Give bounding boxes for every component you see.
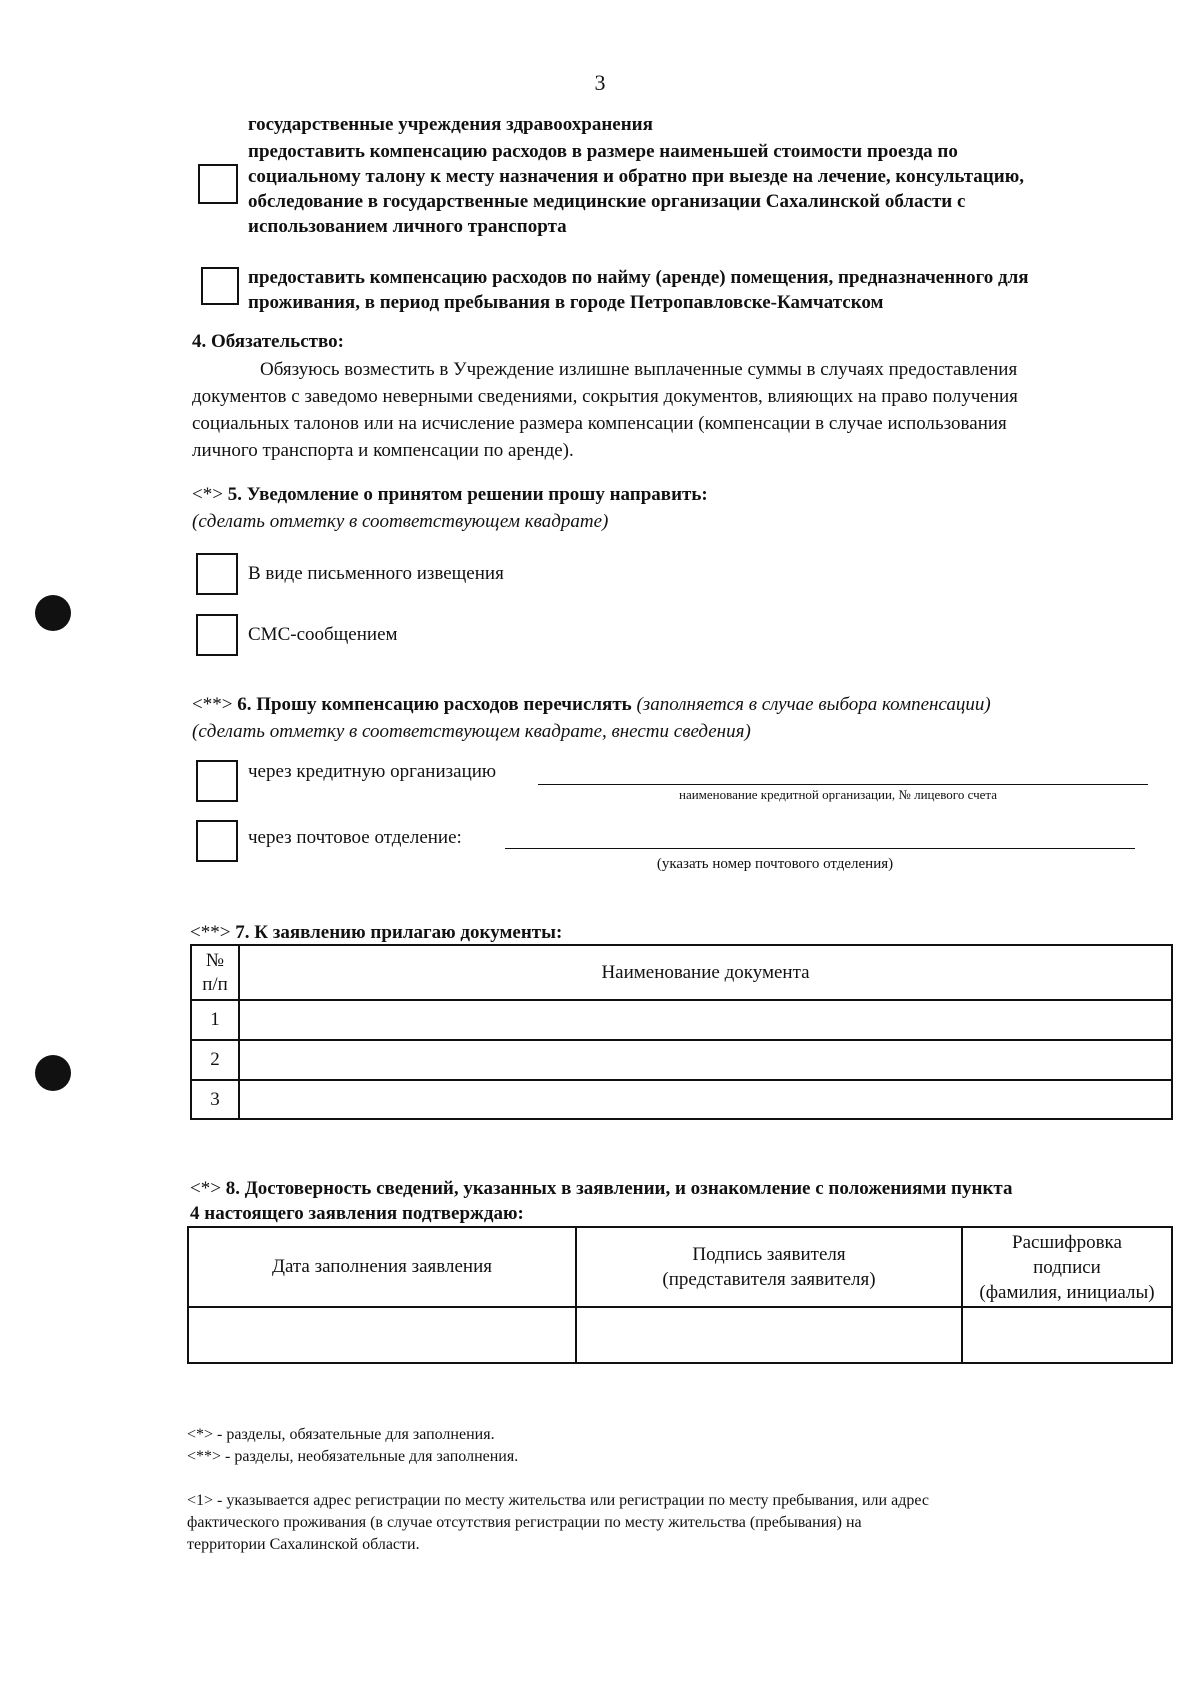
table-row: [188, 1307, 1172, 1363]
column-header-document-name: Наименование документа: [239, 945, 1172, 1000]
option-fuel-line: использованием личного транспорта: [248, 216, 567, 237]
section-4-line: личного транспорта и компенсации по аренде).: [192, 440, 574, 461]
column-header-decoding: [962, 1227, 1172, 1307]
section-4-line: документов с заведомо неверными сведениями, сокрытия документов, влияющих на право получения: [192, 386, 1018, 407]
option-fuel-line: обследование в государственные медицинские организации Сахалинской области с: [248, 191, 966, 212]
column-header-number-line: №: [205, 949, 225, 971]
section-4-line: Обязуюсь возместить в Учреждение излишне выплаченные суммы в случаях предоставления: [260, 359, 1018, 380]
section-5-heading: [192, 482, 708, 508]
footnote-address-line: фактического проживания (в случае отсутствия регистрации по месту жительства (пребывания) на: [187, 1514, 862, 1531]
option-fuel-compensation: [248, 139, 1024, 239]
decoding-cell[interactable]: [962, 1307, 1172, 1363]
section-8-heading: [190, 1176, 1170, 1226]
footnote-optional: <**> - разделы, необязательные для заполнения.: [187, 1448, 519, 1465]
column-header-signature-line: Подпись заявителя: [692, 1244, 846, 1265]
option-rent-line: проживания, в период пребывания в городе Петропавловске-Камчатском: [248, 292, 884, 313]
checkbox-written-notice[interactable]: [196, 553, 238, 595]
required-marker: <*>: [192, 484, 223, 505]
column-header-decoding-line: подписи: [1033, 1256, 1101, 1278]
bank-details-field[interactable]: [538, 760, 1148, 785]
section-6-hint: (сделать отметку в соответствующем квадрате, внести сведения): [192, 721, 751, 742]
post-office-caption: (указать номер почтового отделения): [656, 856, 894, 872]
column-header-number: [191, 945, 239, 1000]
page-number: 3: [594, 70, 606, 95]
column-header-signature-line: (представителя заявителя): [662, 1269, 876, 1290]
post-office-field[interactable]: [505, 826, 1135, 849]
option-post-office: через почтовое отделение:: [248, 827, 462, 848]
punch-hole-mark: [35, 595, 71, 631]
section-5-hint: (сделать отметку в соответствующем квадрате): [192, 511, 609, 532]
table-row: [191, 1040, 1172, 1080]
date-cell[interactable]: [188, 1307, 576, 1363]
row-number: 1: [191, 1000, 239, 1040]
section-5-title: 5. Уведомление о принятом решении прошу направить:: [227, 484, 708, 505]
option-written-notice: В виде письменного извещения: [248, 563, 504, 584]
document-name-cell[interactable]: [239, 1080, 1172, 1119]
section-6-heading: [192, 692, 991, 718]
footnote-address-line: территории Сахалинской области.: [187, 1536, 420, 1553]
signature-cell[interactable]: [576, 1307, 962, 1363]
section-8-title-line-1: [190, 1176, 1170, 1201]
column-header-decoding-line: (фамилия, инициалы): [979, 1281, 1155, 1303]
checkbox-rent-compensation[interactable]: [201, 267, 239, 305]
footnote-required: <*> - разделы, обязательные для заполнения.: [187, 1426, 495, 1443]
table-row: [191, 1080, 1172, 1119]
column-header-number-line: п/п: [202, 973, 228, 995]
column-header-signature: [576, 1227, 962, 1307]
bank-details-caption: наименование кредитной организации, № лицевого счета: [679, 787, 997, 802]
table-header-row: [188, 1227, 1172, 1307]
text-line-health-institutions: государственные учреждения здравоохранения: [248, 114, 653, 135]
footnote-address: [187, 1490, 1167, 1556]
section-6-title: 6. Прошу компенсацию расходов перечислять: [237, 694, 632, 715]
row-number: 3: [191, 1080, 239, 1119]
option-fuel-line: социальному талону к месту назначения и обратно при выезде на лечение, консультацию,: [248, 166, 1024, 187]
section-4-title: 4. Обязательство:: [192, 331, 344, 352]
option-rent-line: предоставить компенсацию расходов по найму (аренде) помещения, предназначенного для: [248, 267, 1029, 288]
section-8-title-text: 8. Достоверность сведений, указанных в заявлении, и ознакомление с положениями пункта: [225, 1178, 1013, 1199]
option-fuel-line: предоставить компенсацию расходов в размере наименьшей стоимости проезда по: [248, 141, 958, 162]
document-name-cell[interactable]: [239, 1040, 1172, 1080]
checkbox-fuel-compensation[interactable]: [198, 164, 238, 204]
optional-marker: <**>: [192, 694, 233, 715]
column-header-date: Дата заполнения заявления: [188, 1227, 576, 1307]
option-rent-compensation: [248, 265, 1029, 315]
punch-hole-mark: [35, 1055, 71, 1091]
confirmation-table: [187, 1226, 1173, 1364]
checkbox-bank-transfer[interactable]: [196, 760, 238, 802]
table-row: [191, 1000, 1172, 1040]
section-4-body: [192, 356, 1167, 464]
option-bank-transfer: через кредитную организацию: [248, 761, 497, 782]
footnote-address-line: <1> - указывается адрес регистрации по месту жительства или регистрации по месту пребывания, или адрес: [187, 1492, 929, 1509]
row-number: 2: [191, 1040, 239, 1080]
section-7-heading: [190, 921, 562, 945]
section-8-title-line-2: 4 настоящего заявления подтверждаю:: [190, 1203, 524, 1224]
documents-table: [190, 944, 1173, 1120]
optional-marker: <**>: [190, 922, 231, 943]
section-4-line: социальных талонов или на исчисление размера компенсации (компенсации в случае использования: [192, 413, 1007, 434]
document-name-cell[interactable]: [239, 1000, 1172, 1040]
required-marker: <*>: [190, 1178, 221, 1199]
column-header-decoding-line: Расшифровка: [1012, 1231, 1122, 1253]
option-sms: СМС-сообщением: [248, 624, 398, 645]
table-header-row: [191, 945, 1172, 1000]
section-7-title: 7. К заявлению прилагаю документы:: [235, 922, 563, 943]
section-6-title-note: (заполняется в случае выбора компенсации): [636, 694, 991, 715]
checkbox-post-office[interactable]: [196, 820, 238, 862]
checkbox-sms[interactable]: [196, 614, 238, 656]
